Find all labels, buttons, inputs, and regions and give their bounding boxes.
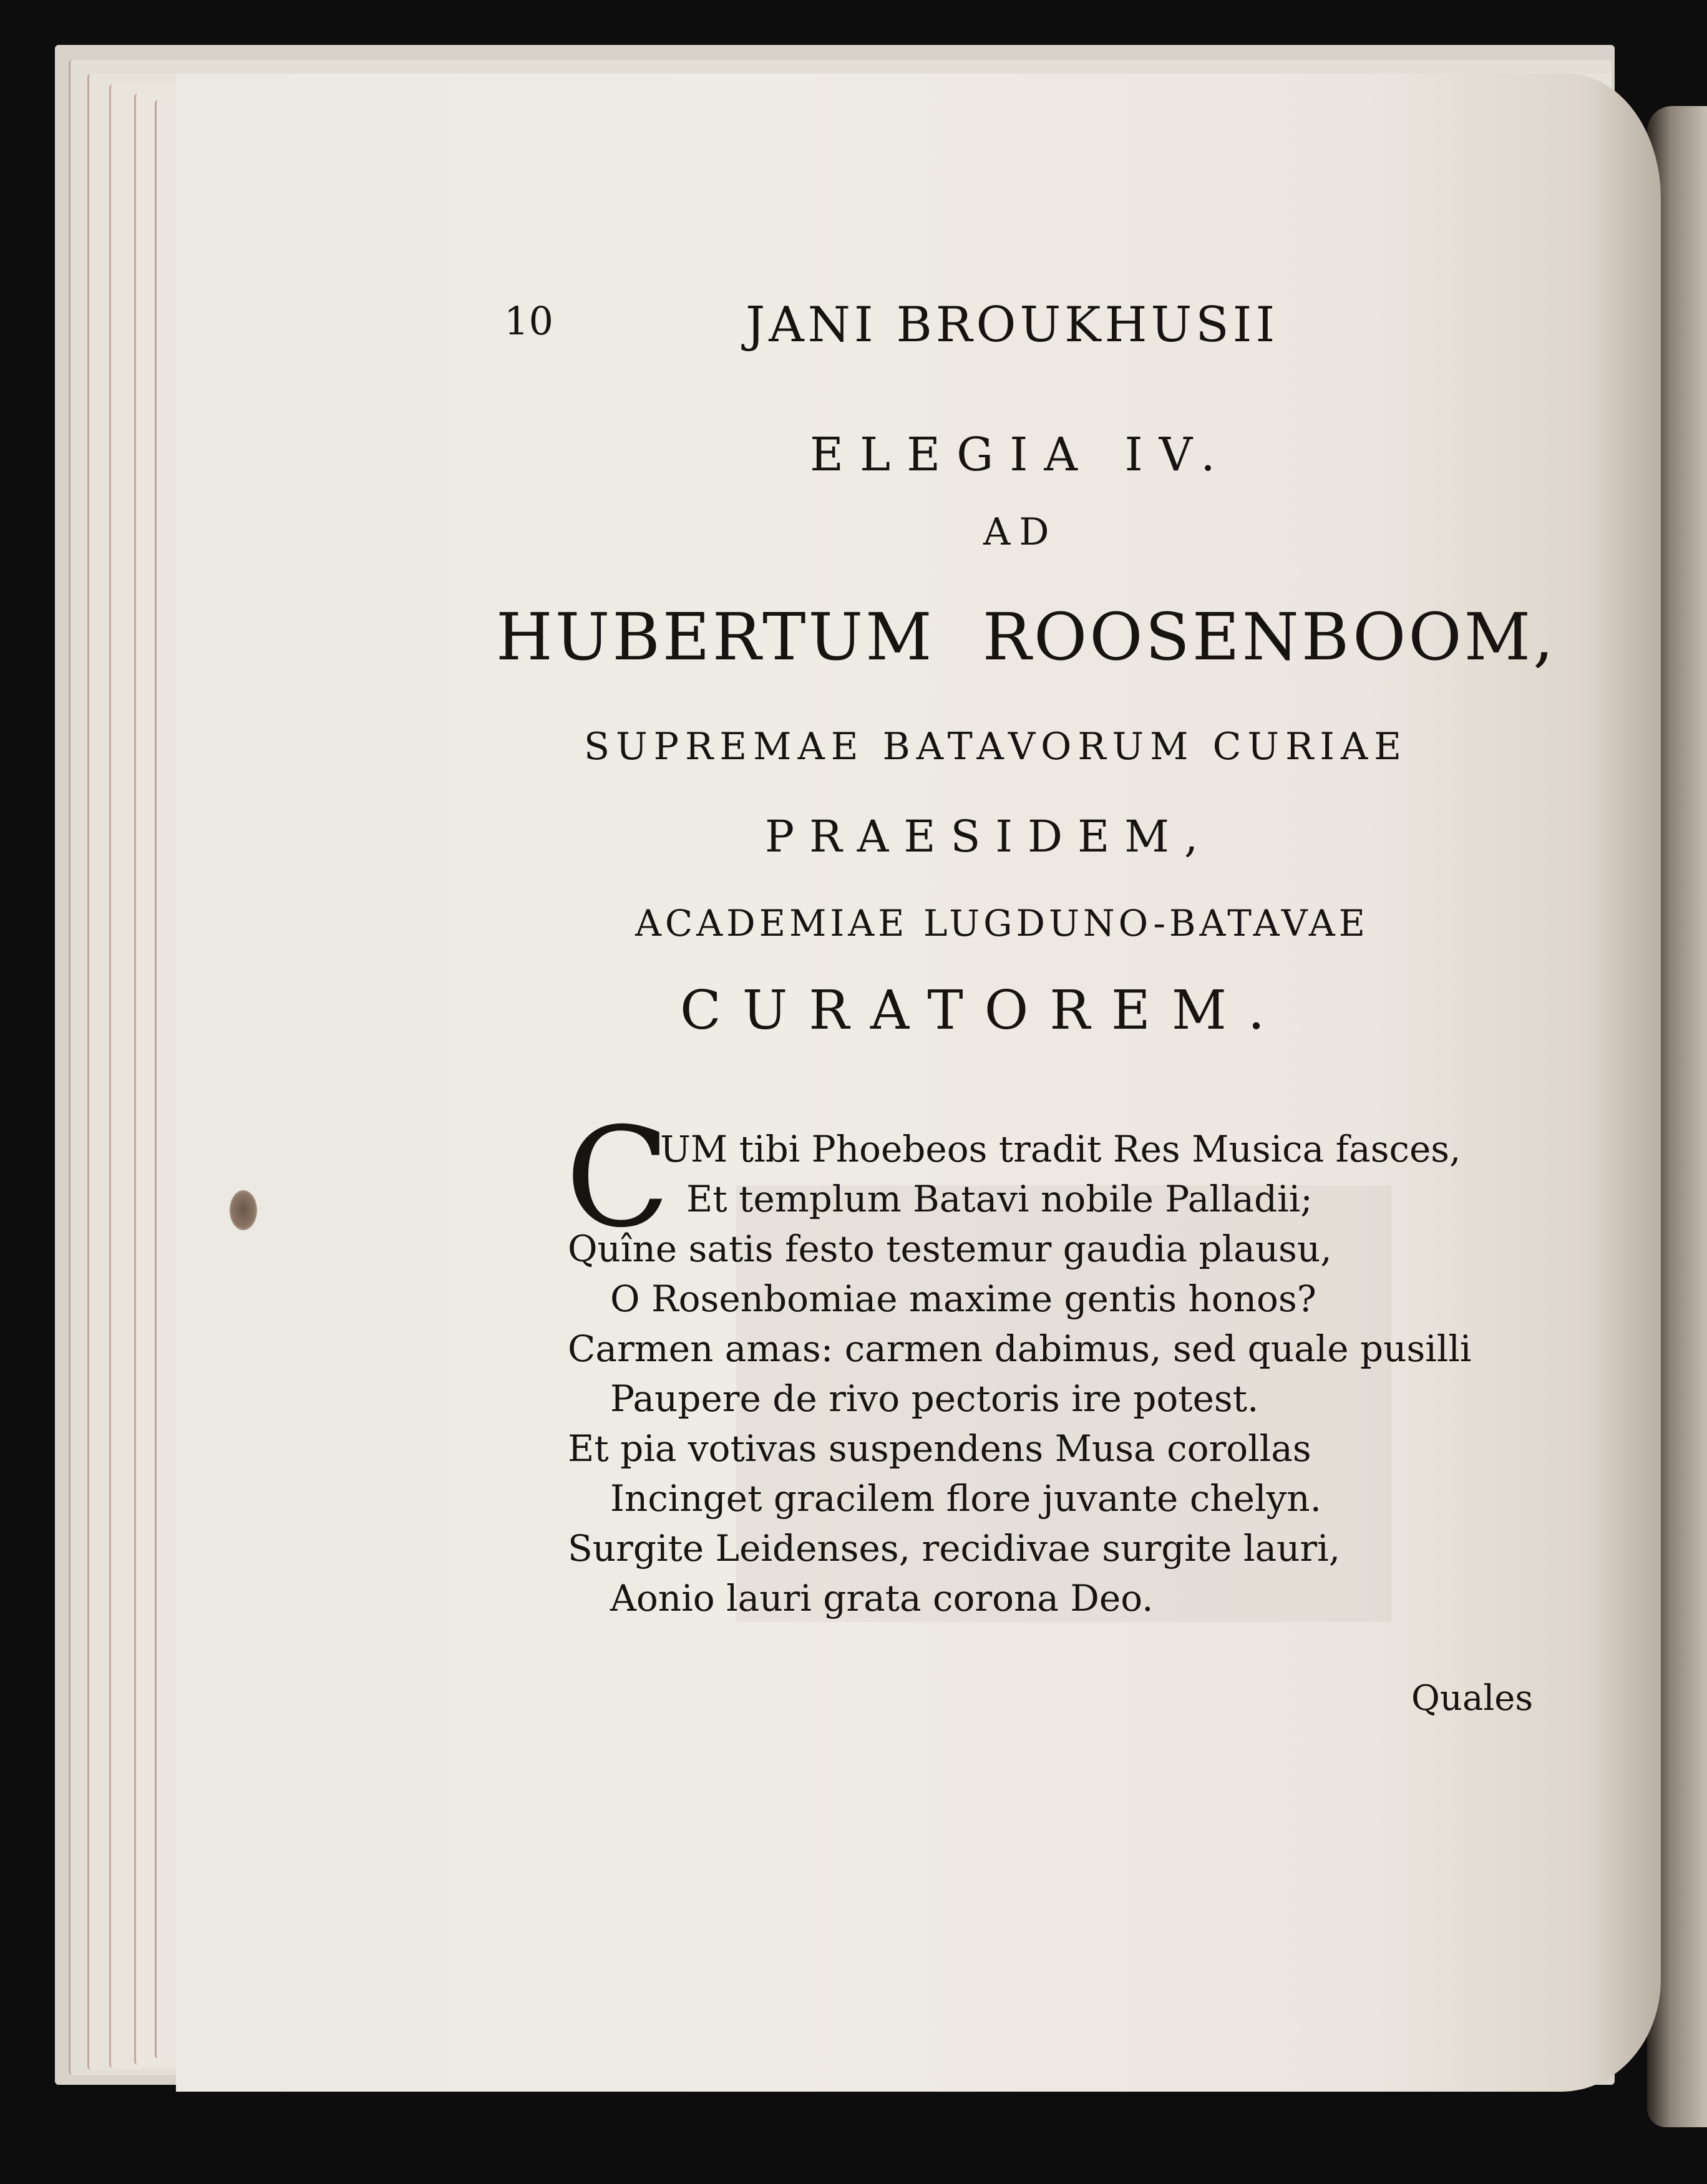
- verse-line: UM tibi Phoebeos tradit Res Musica fasces,: [660, 1128, 1461, 1170]
- office-line: CURATOREM.: [680, 979, 1286, 1042]
- ink-stain: [230, 1190, 257, 1230]
- office-line: PRAESIDEM,: [765, 811, 1213, 862]
- verse-line: Incinget gracilem flore juvante chelyn.: [610, 1477, 1322, 1520]
- verse-line: Surgite Leidenses, recidivae surgite lauri,: [568, 1527, 1341, 1570]
- verse-line: Aonio lauri grata corona Deo.: [610, 1577, 1154, 1619]
- verse-line: Et pia votivas suspendens Musa corollas: [568, 1427, 1311, 1470]
- verse-line: Quîne satis festo testemur gaudia plausu,: [568, 1228, 1332, 1270]
- page-number: 10: [504, 298, 553, 344]
- running-head: JANI BROUKHUSII: [746, 297, 1279, 353]
- catchword: Quales: [1411, 1678, 1534, 1719]
- poem-title: ELEGIA IV.: [810, 428, 1232, 482]
- verse-line: Carmen amas: carmen dabimus, sed quale pusilli: [568, 1327, 1472, 1370]
- drop-cap: C: [565, 1098, 671, 1258]
- office-line: ACADEMIAE LUGDUNO-BATAVAE: [635, 902, 1369, 944]
- verse-line: Paupere de rivo pectoris ire potest.: [610, 1377, 1259, 1420]
- verse-line: Et templum Batavi nobile Palladii;: [686, 1178, 1313, 1220]
- office-line: SUPREMAE BATAVORUM CURIAE: [584, 725, 1408, 769]
- verse-line: O Rosenbomiae maxime gentis honos?: [610, 1278, 1316, 1320]
- dedication-prefix: AD: [983, 510, 1058, 554]
- addressee-name: HUBERTUM ROOSENBOOM,: [496, 599, 1557, 675]
- book-page: [176, 74, 1661, 2092]
